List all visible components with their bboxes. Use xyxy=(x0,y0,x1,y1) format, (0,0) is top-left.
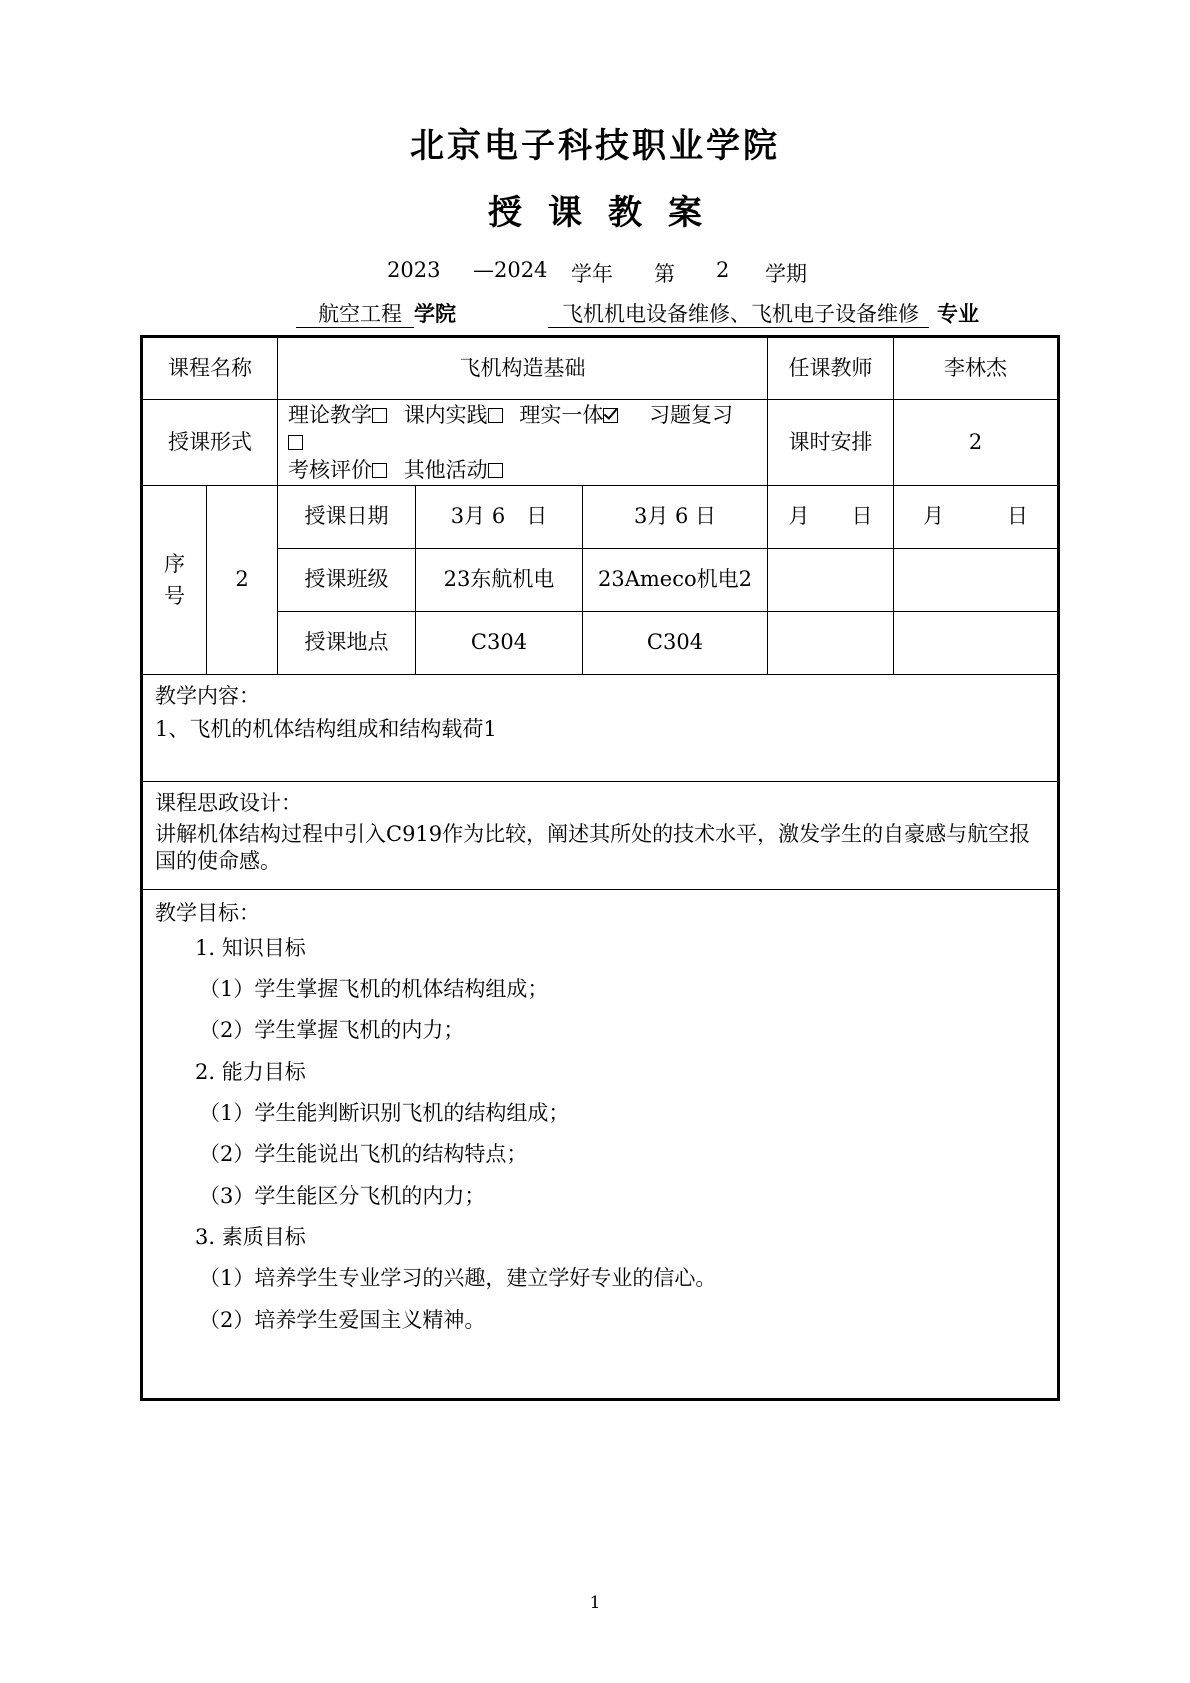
checkbox-icon xyxy=(372,463,387,478)
semester-label: 学期 xyxy=(765,262,807,286)
teacher-label: 任课教师 xyxy=(768,337,894,400)
college-line xyxy=(296,298,456,328)
ability-goal-title: 2. 能力目标 xyxy=(195,1059,306,1084)
ideology-text: 讲解机体结构过程中引入C919作为比较，阐述其所处的技术水平，激发学生的自豪感与航空报国的使命感。 xyxy=(155,821,1031,874)
content-section xyxy=(142,674,1059,781)
major-line xyxy=(548,298,979,328)
form-option-assessment: 考核评价 xyxy=(288,458,397,482)
form-label: 授课形式 xyxy=(142,400,278,486)
hours-value: 2 xyxy=(894,400,1059,486)
checkbox-icon xyxy=(488,408,503,423)
checkbox-checked-icon xyxy=(603,408,618,423)
sequence-label: 序号 xyxy=(142,485,207,674)
place-cell xyxy=(894,611,1059,674)
checkbox-icon xyxy=(488,463,503,478)
semester-number: 2 xyxy=(716,258,730,282)
goal-item: （1）学生能判断识别飞机的结构组成； xyxy=(199,1101,570,1126)
quality-goal-title: 3. 素质目标 xyxy=(195,1224,306,1249)
page-number: 1 xyxy=(589,1593,601,1613)
semester-prefix: 第 xyxy=(654,262,675,286)
form-option-review: 习题复习 xyxy=(288,403,733,454)
college-name: 航空工程 xyxy=(296,301,414,328)
date-label: 授课日期 xyxy=(278,485,416,548)
class-cell xyxy=(768,548,894,611)
form-option-other: 其他活动 xyxy=(404,458,513,482)
form-option-integrated: 理实一体 xyxy=(519,403,628,427)
ideology-label: 课程思政设计： xyxy=(155,790,302,815)
place-cell: C304 xyxy=(583,611,768,674)
goal-item: （3）学生能区分飞机的内力； xyxy=(199,1183,486,1208)
goal-item: （2）学生能说出飞机的结构特点； xyxy=(199,1142,528,1167)
document-title: 授课教案 xyxy=(488,193,728,233)
year-label: 学年 xyxy=(571,262,613,286)
date-cell: 3月 6 日 xyxy=(583,485,768,548)
knowledge-goal-title: 1. 知识目标 xyxy=(195,935,306,960)
sequence-value: 2 xyxy=(207,485,278,674)
place-label: 授课地点 xyxy=(278,611,416,674)
hours-label: 课时安排 xyxy=(768,400,894,486)
class-cell: 23Ameco机电2 xyxy=(583,548,768,611)
content-label: 教学内容： xyxy=(155,683,260,708)
goal-item: （1）学生掌握飞机的机体结构组成； xyxy=(199,977,549,1002)
course-name: 飞机构造基础 xyxy=(278,337,768,400)
school-title: 北京电子科技职业学院 xyxy=(410,126,780,166)
year-end: —2024 xyxy=(473,258,548,282)
content-text: 1、飞机的机体结构组成和结构载荷1 xyxy=(155,716,497,741)
class-label: 授课班级 xyxy=(278,548,416,611)
form-option-practice: 课内实践 xyxy=(404,403,513,427)
year-start: 2023 xyxy=(387,258,441,282)
date-cell: 月 日 xyxy=(894,485,1059,548)
major-label: 专业 xyxy=(937,301,979,326)
checkbox-icon xyxy=(288,435,303,450)
place-cell xyxy=(768,611,894,674)
lesson-plan-table xyxy=(140,335,1060,1401)
class-cell xyxy=(894,548,1059,611)
ideology-section xyxy=(142,781,1059,889)
college-label: 学院 xyxy=(414,301,456,326)
major-name: 飞机机电设备维修、飞机电子设备维修 xyxy=(548,301,929,328)
goal-item: （2）学生掌握飞机的内力； xyxy=(199,1018,465,1043)
course-name-label: 课程名称 xyxy=(142,337,278,400)
form-option-theory: 理论教学 xyxy=(288,403,397,427)
place-cell: C304 xyxy=(416,611,583,674)
checkbox-icon xyxy=(372,408,387,423)
class-cell: 23东航机电 xyxy=(416,548,583,611)
form-options xyxy=(278,400,768,486)
date-cell: 月 日 xyxy=(768,485,894,548)
date-cell: 3月 6 日 xyxy=(416,485,583,548)
goals-label: 教学目标： xyxy=(155,900,260,925)
goals-section xyxy=(142,889,1059,1399)
goal-item: （1）培养学生专业学习的兴趣，建立学好专业的信心。 xyxy=(199,1266,717,1291)
teacher-name: 李林杰 xyxy=(894,337,1059,400)
goal-item: （2）培养学生爱国主义精神。 xyxy=(199,1307,486,1332)
